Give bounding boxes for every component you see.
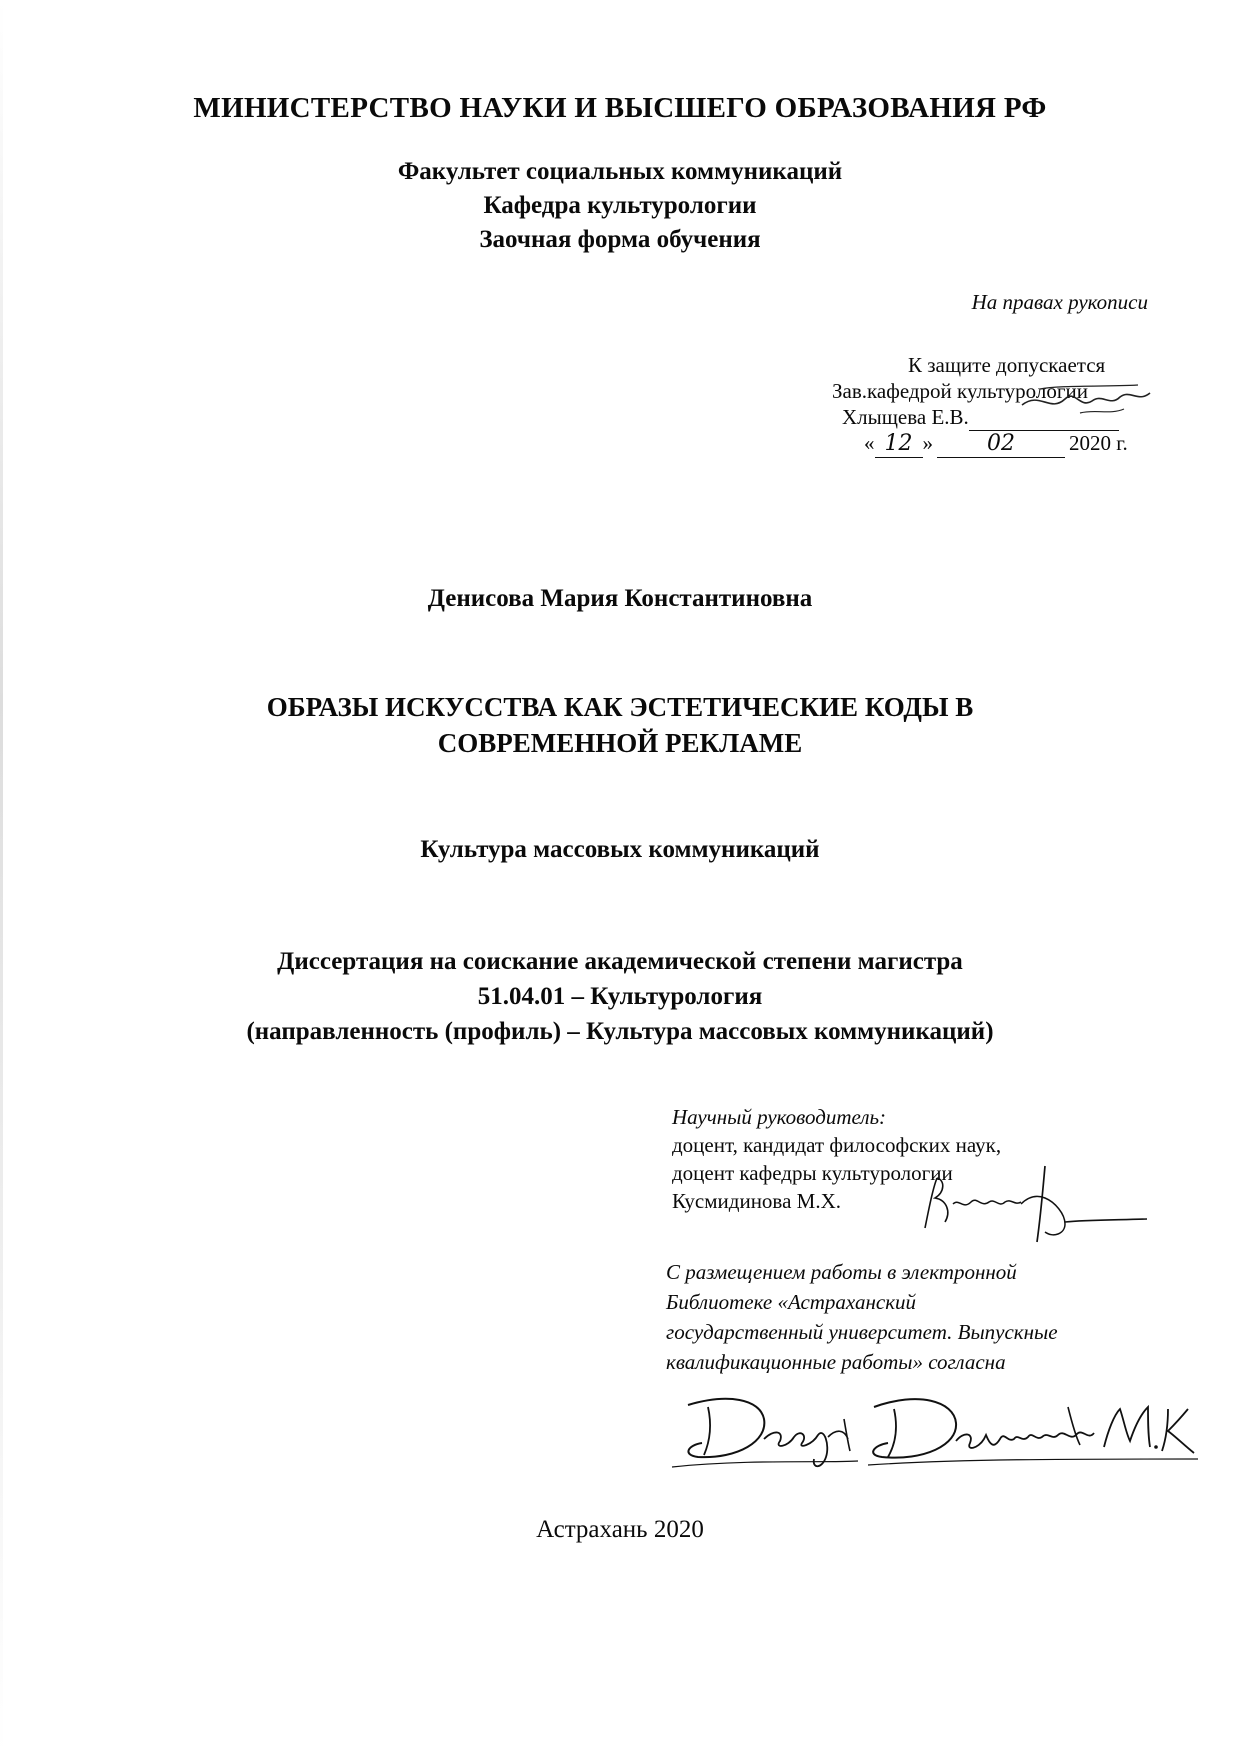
manuscript-note: На правах рукописи [971, 290, 1148, 314]
ministry-heading: МИНИСТЕРСТВО НАУКИ И ВЫСШЕГО ОБРАЗОВАНИЯ РФ [193, 92, 1047, 124]
approval-admitted: К защите допускается [908, 353, 1106, 377]
faculty-name: Факультет социальных коммуникаций [397, 158, 843, 185]
consent-line3: государственный университет. Выпускные [666, 1320, 1058, 1344]
consent-line1: С размещением работы в электронной [666, 1260, 1017, 1284]
head-signature [1020, 383, 1160, 423]
date-year: 2020 г. [1069, 431, 1128, 455]
thesis-title-line2: СОВРЕМЕННОЙ РЕКЛАМЕ [437, 728, 803, 758]
approval-name: Хлыщева Е.В. [842, 405, 969, 429]
scan-edge [0, 0, 3, 1755]
author-signature [668, 1385, 1208, 1475]
consent-block [666, 1257, 1058, 1377]
consent-line2: Библиотеке «Астраханский [666, 1290, 917, 1314]
consent-line4: квалификационные работы» согласна [666, 1350, 1006, 1374]
dissertation-line3: (направленность (профиль) – Культура массовых коммуникаций) [246, 1018, 994, 1045]
supervisor-heading: Научный руководитель: [672, 1105, 887, 1129]
dissertation-line2: 51.04.01 – Культурология [477, 983, 763, 1010]
supervisor-name: Кусмидинова М.Х. [672, 1189, 841, 1213]
study-form: Заочная форма обучения [479, 226, 761, 253]
approval-head: Зав.кафедрой культурологии [832, 379, 1088, 403]
date-month: 02 [937, 431, 1065, 458]
dissertation-line1: Диссертация на соискание академической степени магистра [277, 948, 963, 975]
date-open-quote: « [864, 431, 875, 455]
city-year: Астрахань 2020 [536, 1516, 704, 1543]
author-name: Денисова Мария Константиновна [427, 585, 813, 612]
date-close-quote: » [922, 431, 933, 455]
thesis-title-line1: ОБРАЗЫ ИСКУССТВА КАК ЭСТЕТИЧЕСКИЕ КОДЫ В [266, 692, 974, 722]
specialty: Культура массовых коммуникаций [420, 836, 820, 863]
supervisor-signature [915, 1158, 1155, 1248]
supervisor-position: доцент кафедры культурологии [672, 1161, 953, 1185]
approval-date-row [832, 430, 1152, 456]
chair-name: Кафедра культурологии [483, 192, 757, 219]
supervisor-degree: доцент, кандидат философских наук, [672, 1133, 1002, 1157]
date-day: 12 [875, 431, 923, 458]
